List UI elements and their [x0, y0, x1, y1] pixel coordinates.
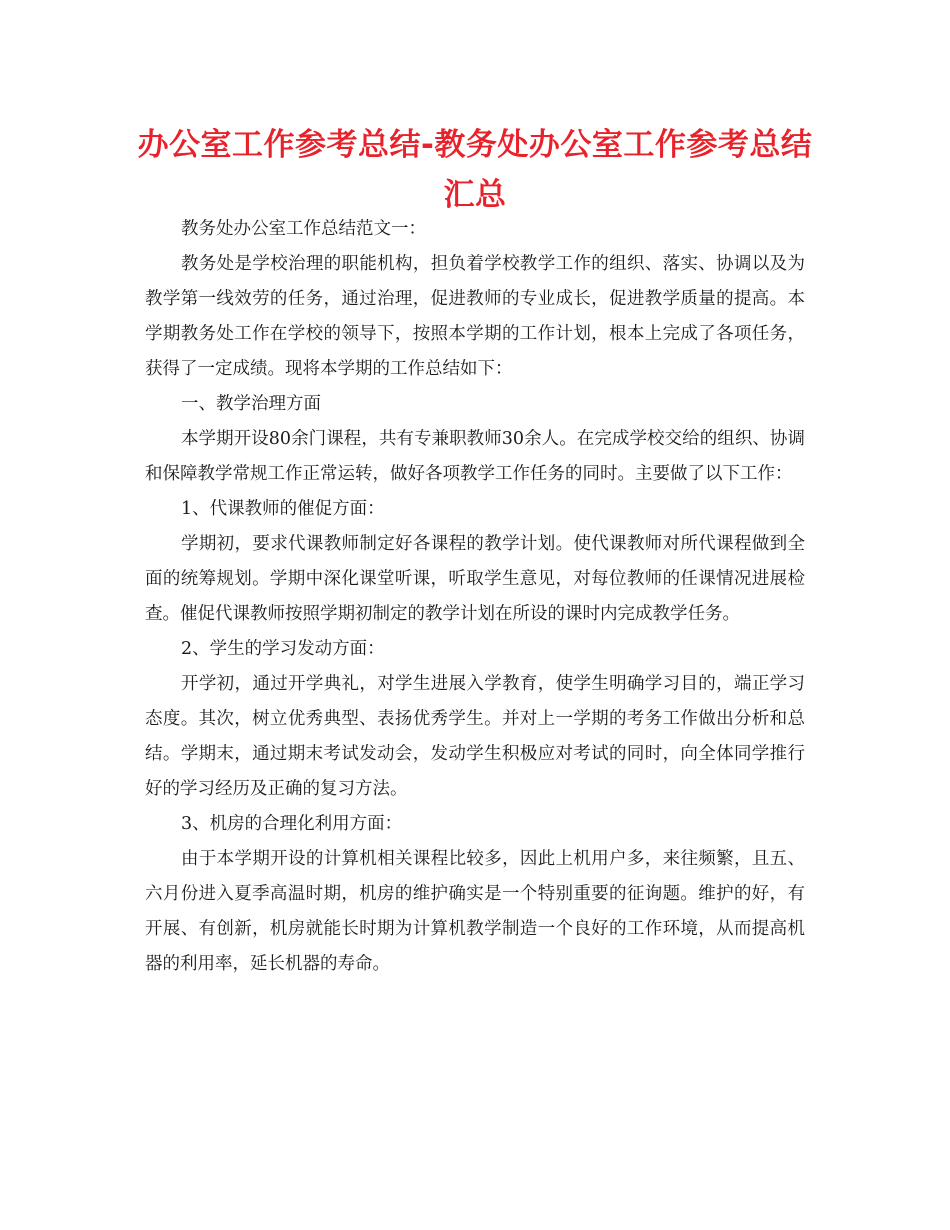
paragraph: 开学初，通过开学典礼，对学生进展入学教育，使学生明确学习目的，端正学习态度。其次，树立优秀典型、表扬优秀学生。并对上一学期的考务工作做出分析和总结。学期末，通过期末考试发动会，发动学生积极应对考试的同时，向全体同学推行好的学习经历及正确的复习方法。 [145, 674, 805, 799]
subsection-heading: 2、学生的学习发动方面： [181, 639, 385, 659]
document-title: 办公室工作参考总结-教务处办公室工作参考总结汇总 [137, 127, 813, 213]
paragraph: 学期初，要求代课教师制定好各课程的教学计划。使代课教师对所代课程做到全面的统筹规划。学期中深化课堂听课，听取学生意见，对每位教师的任课情况进展检查。催促代课教师按照学期初制定的教学计划在所设的课时内完成教学任务。 [145, 534, 805, 624]
paragraph: 由于本学期开设的计算机相关课程比较多，因此上机用户多，来往频繁，且五、六月份进入夏季高温时期，机房的维护确实是一个特别重要的征询题。维护的好，有开展、有创新，机房就能长时期为计算机教学制造一个良好的工作环境，从而提高机器的利用率，延长机器的寿命。 [145, 849, 805, 974]
paragraph: 本学期开设80余门课程，共有专兼职教师30余人。在完成学校交给的组织、协调和保障教学常规工作正常运转，做好各项教学工作任务的同时。主要做了以下工作： [145, 429, 805, 484]
paragraph: 教务处办公室工作总结范文一： [181, 219, 426, 239]
document-body [145, 212, 805, 982]
section-heading: 一、教学治理方面 [181, 394, 321, 414]
subsection-heading: 3、机房的合理化利用方面： [181, 814, 403, 834]
paragraph: 教务处是学校治理的职能机构，担负着学校教学工作的组织、落实、协调以及为教学第一线效劳的任务，通过治理，促进教师的专业成长，促进教学质量的提高。本学期教务处工作在学校的领导下，按照本学期的工作计划，根本上完成了各项任务，获得了一定成绩。现将本学期的工作总结如下： [145, 254, 805, 379]
subsection-heading: 1、代课教师的催促方面： [181, 499, 385, 519]
